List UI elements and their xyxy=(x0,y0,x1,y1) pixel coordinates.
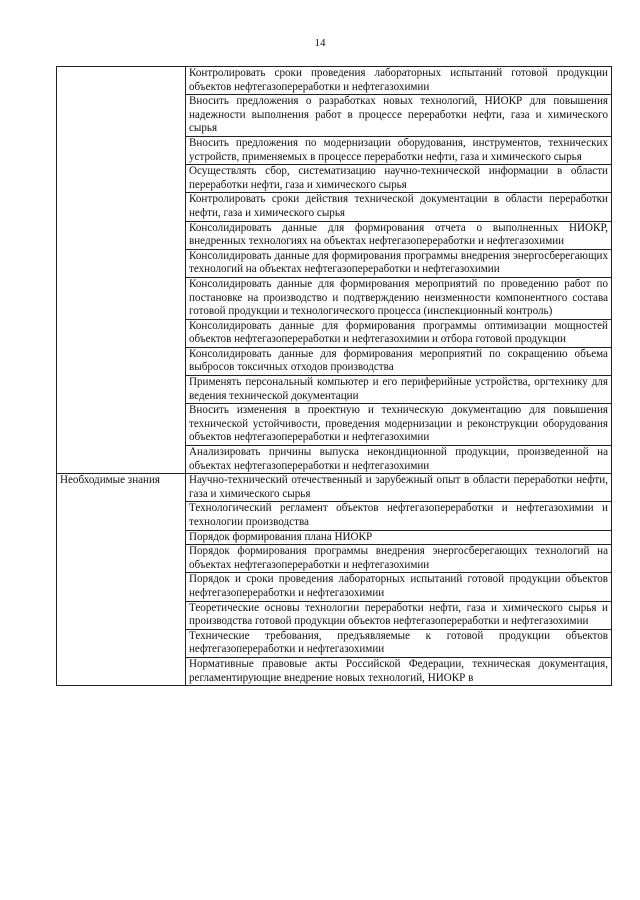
requirement-text: Консолидировать данные для формирования мероприятий по сокращению объема выбросов токсичных отходов производства xyxy=(186,347,612,375)
requirement-text: Применять персональный компьютер и его периферийные устройства, оргтехнику для ведения технической документации xyxy=(186,376,612,404)
requirement-text: Технологический регламент объектов нефтегазопереработки и нефтегазохимии и технологии производства xyxy=(186,502,612,530)
requirement-text: Вносить предложения по модернизации оборудования, инструментов, технических устройств, применяемых в процессе переработки нефти, газа и химического сырья xyxy=(186,136,612,164)
requirement-text: Нормативные правовые акты Российской Федерации, техническая документация, регламентирующие внедрение новых технологий, НИОКР в xyxy=(186,657,612,685)
requirement-text: Консолидировать данные для формирования мероприятий по проведению работ по постановке на производство и подтверждению неизменности компонентного состава готовой продукции и технологического процесса (инспекционный контроль) xyxy=(186,277,612,319)
requirement-text: Контролировать сроки проведения лабораторных испытаний готовой продукции объектов нефтегазопереработки и нефтегазохимии xyxy=(186,67,612,95)
requirements-table xyxy=(56,66,612,686)
requirement-text: Анализировать причины выпуска некондиционной продукции, произведенной на объектах нефтегазопереработки и нефтегазохимии xyxy=(186,446,612,474)
page-number: 14 xyxy=(314,37,326,49)
requirement-text: Консолидировать данные для формирования программы внедрения энергосберегающих технологий на объектах нефтегазопереработки и нефтегазохимии xyxy=(186,249,612,277)
requirement-text: Вносить изменения в проектную и техническую документацию для повышения технической устойчивости, проведения модернизации и реконструкции оборудования объектов нефтегазопереработки и нефтегазохимии xyxy=(186,404,612,446)
requirement-text: Теоретические основы технологии переработки нефти, газа и химического сырья и производства готовой продукции объектов нефтегазопереработки и нефтегазохимии xyxy=(186,601,612,629)
section-label: Необходимые знания xyxy=(57,474,186,686)
requirement-text: Консолидировать данные для формирования программы оптимизации мощностей объектов нефтегазопереработки и нефтегазохимии и отбора готовой продукции xyxy=(186,319,612,347)
requirement-text: Порядок формирования плана НИОКР xyxy=(186,530,612,545)
table-row xyxy=(57,67,612,95)
requirement-text: Технические требования, предъявляемые к готовой продукции объектов нефтегазопереработки и нефтегазохимии xyxy=(186,629,612,657)
section-label xyxy=(57,67,186,474)
requirement-text: Консолидировать данные для формирования отчета о выполненных НИОКР, внедренных технологиях на объектах нефтегазопереработки и нефтегазохимии xyxy=(186,221,612,249)
requirement-text: Осуществлять сбор, систематизацию научно-технической информации в области переработки нефти, газа и химического сырья xyxy=(186,165,612,193)
requirement-text: Вносить предложения о разработках новых технологий, НИОКР для повышения надежности выполнения работ в процессе переработки нефти, газа и химического сырья xyxy=(186,95,612,137)
requirement-text: Порядок формирования программы внедрения энергосберегающих технологий на объектах нефтегазопереработки и нефтегазохимии xyxy=(186,545,612,573)
table-row xyxy=(57,474,612,502)
requirement-text: Контролировать сроки действия технической документации в области переработки нефти, газа и химического сырья xyxy=(186,193,612,221)
requirement-text: Порядок и сроки проведения лабораторных испытаний готовой продукции объектов нефтегазопереработки и нефтегазохимии xyxy=(186,573,612,601)
requirement-text: Научно-технический отечественный и зарубежный опыт в области переработки нефти, газа и химического сырья xyxy=(186,474,612,502)
